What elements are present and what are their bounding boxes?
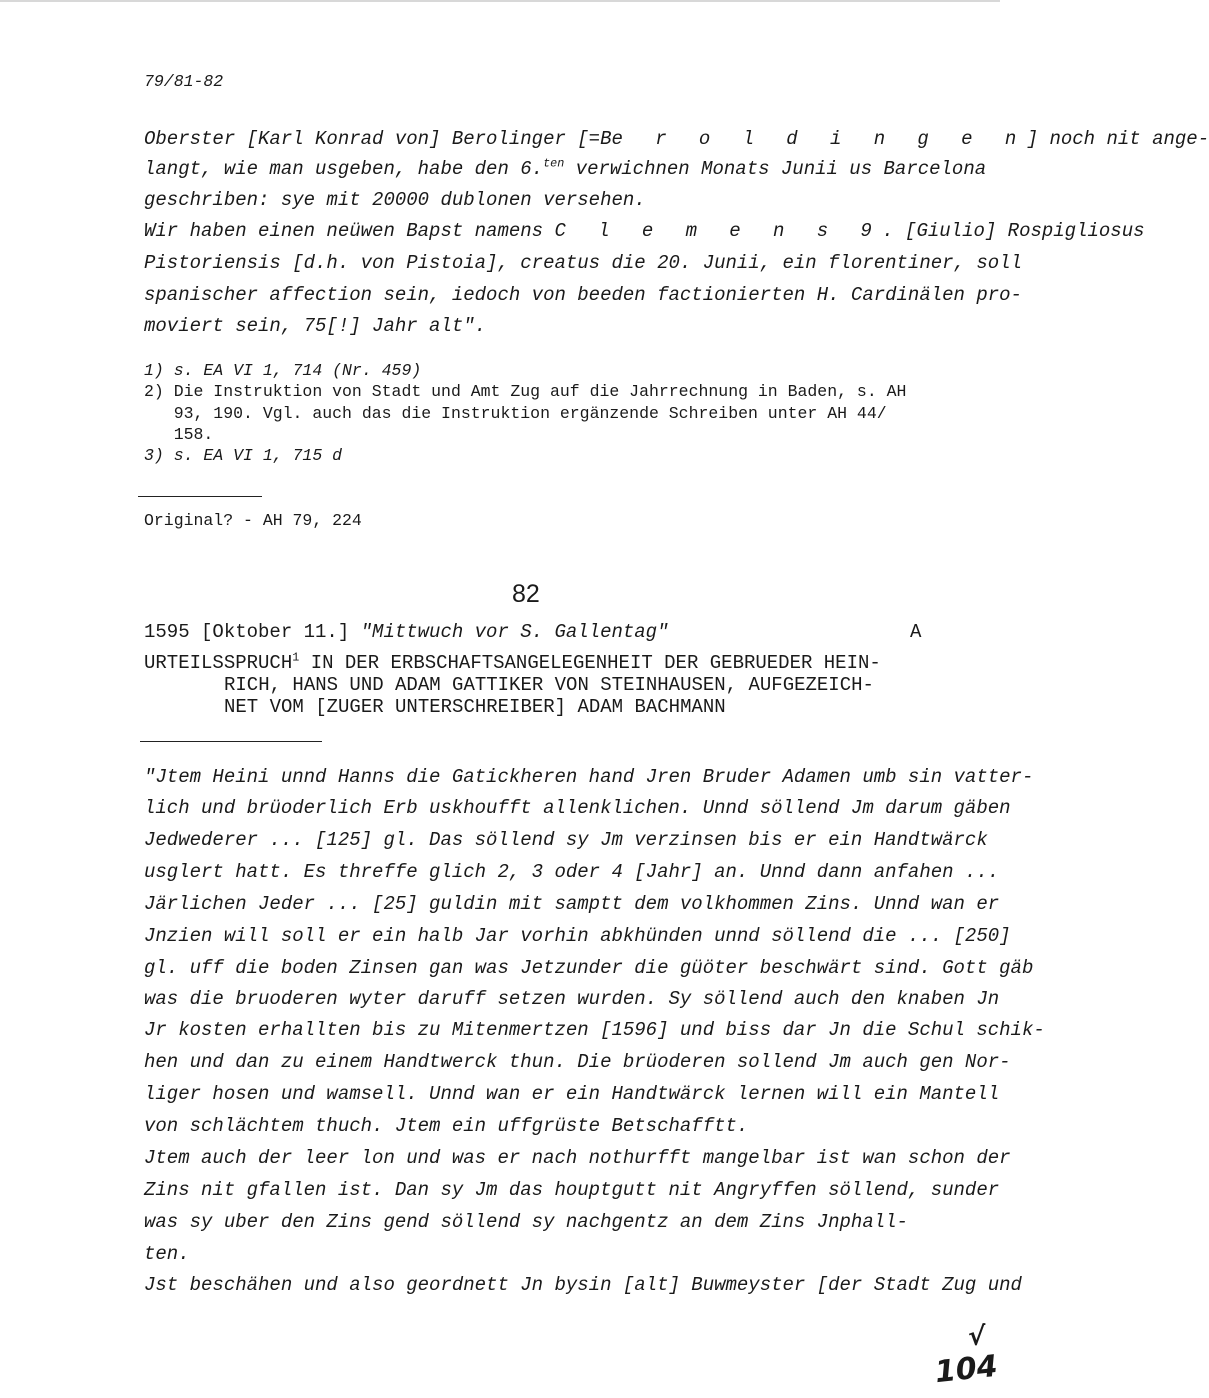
prev-line-4: Wir haben einen neüwen Bapst namens C l e m e n s 9. [Giulio] Rospigliosus [144, 220, 1145, 242]
entry-title-line-2: RICH, HANS UND ADAM GATTIKER VON STEINHAUSEN, AUFGEZEICH- [224, 674, 874, 696]
prev-line-1: Oberster [Karl Konrad von] Berolinger [=Be r o l d i n g e n] noch nit ange- [144, 128, 1209, 150]
footnote-2-end: 158. [144, 425, 214, 444]
prev-line-7: moviert sein, 75[!] Jahr alt". [144, 315, 487, 337]
prev-line-5: Pistoriensis [d.h. von Pistoia], creatus die 20. Junii, ein florentiner, soll [144, 252, 1022, 274]
body-line-14: Zins nit gfallen ist. Dan sy Jm das houptgutt nit Angryffen söllend, sunder [144, 1179, 1000, 1201]
body-line-2: lich und brüoderlich Erb uskhoufft allenklichen. Unnd söllend Jm darum gäben [144, 797, 1011, 819]
body-line-11: liger hosen und wamsell. Unnd wan er ein Handtwärck lernen will ein Mantell [144, 1083, 1000, 1105]
entry-date: 1595 [Oktober 11.] "Mittwuch vor S. Gallentag" [144, 621, 669, 643]
prev-line-2: langt, wie man usgeben, habe den 6.$^{ten}$ verwichnen Monats Junii us Barcelona [144, 156, 987, 180]
body-line-4: usglert hatt. Es threffe glich 2, 3 oder 4 [Jahr] an. Unnd dann anfahen ... [144, 861, 1000, 883]
body-line-1: "Jtem Heini unnd Hanns die Gatickheren hand Jren Bruder Adamen umb sin vatter- [144, 766, 1034, 788]
prev-line-3: geschriben: sye mit 20000 dublonen versehen. [144, 189, 646, 211]
body-line-5: Järlichen Jeder ... [25] guldin mit samptt dem volkhommen Zins. Unnd wan er [144, 893, 1000, 915]
body-line-12: von schlächtem thuch. Jtem ein uffgrüste Betschafftt. [144, 1115, 749, 1137]
entry-number: 82 [512, 580, 540, 608]
entry-title-line-3: NET VOM [ZUGER UNTERSCHREIBER] ADAM BACHMANN [224, 696, 726, 718]
separator-rule-2 [140, 741, 322, 742]
body-line-6: Jnzien will soll er ein halb Jar vorhin abkhünden unnd söllend die ... [250] [144, 925, 1011, 947]
footnote-2-cont: 93, 190. Vgl. auch das die Instruktion ergänzende Schreiben unter AH 44/ [144, 404, 887, 423]
body-line-16: ten. [144, 1243, 190, 1265]
footnote-3: 3) s. EA VI 1, 715 d [144, 446, 343, 465]
doc-reference: 79/81-82 [144, 72, 224, 91]
footnote-2: 2) Die Instruktion von Stadt und Amt Zug auf die Jahrrechnung in Baden, s. AH [144, 382, 907, 401]
prev-line-6: spanischer affection sein, iedoch von beeden factionierten H. Cardinälen pro- [144, 284, 1022, 306]
body-line-3: Jedwederer ... [125] gl. Das söllend sy Jm verzinsen bis er ein Handtwärck [144, 829, 988, 851]
entry-marker: A [910, 621, 922, 643]
source-note: Original? - AH 79, 224 [144, 511, 362, 530]
body-line-10: hen und dan zu einem Handtwerck thun. Die brüoderen sollend Jm auch gen Nor- [144, 1051, 1011, 1073]
body-line-17: Jst beschähen und also geordnett Jn bysin [alt] Buwmeyster [der Stadt Zug und [144, 1274, 1022, 1296]
body-line-7: gl. uff die boden Zinsen gan was Jetzunder die güöter beschwärt sind. Gott gäb [144, 957, 1034, 979]
separator-rule [138, 496, 262, 497]
body-line-13: Jtem auch der leer lon und was er nach nothurfft mangelbar ist wan schon der [144, 1147, 1011, 1169]
entry-title-line-1: URTEILSSPRUCH$^1$ IN DER ERBSCHAFTSANGELEGENHEIT DER GEBRUEDER HEIN- [144, 650, 881, 674]
footnote-1: 1) s. EA VI 1, 714 (Nr. 459) [144, 361, 422, 380]
check-mark: √ [968, 1322, 986, 1352]
body-line-15: was sy uber den Zins gend söllend sy nachgentz an dem Zins Jnphall- [144, 1211, 908, 1233]
handwritten-page-number: 104 [933, 1348, 1000, 1391]
body-line-8: was die bruoderen wyter daruff setzen wurden. Sy söllend auch den knaben Jn [144, 988, 1000, 1010]
scan-edge [0, 0, 1000, 2]
body-line-9: Jr kosten erhallten bis zu Mitenmertzen [1596] und biss dar Jn die Schul schik- [144, 1019, 1045, 1041]
